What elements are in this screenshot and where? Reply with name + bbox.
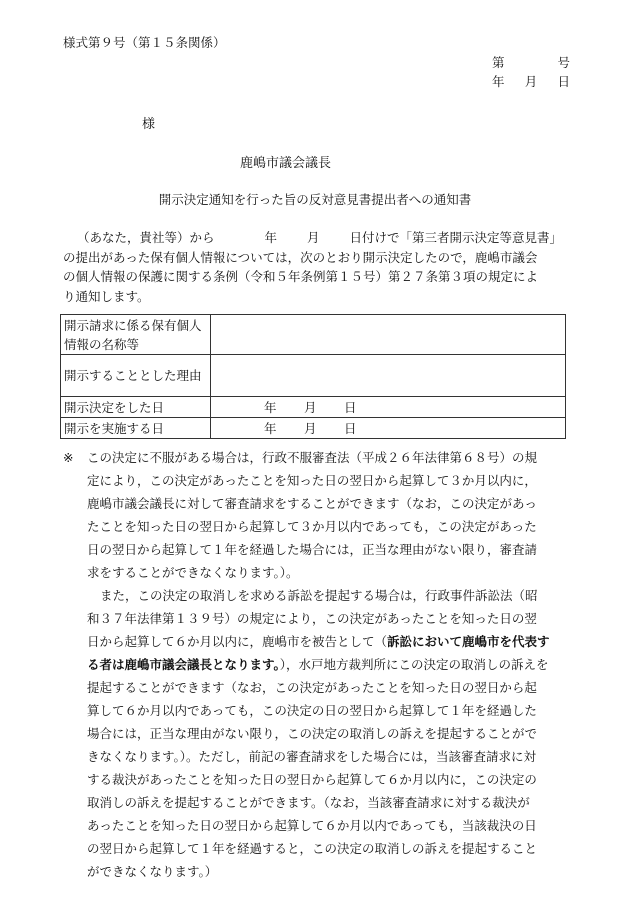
table-label: 開示請求に係る保有個人 情報の名称等 — [61, 315, 211, 355]
recipient-line: 様 — [142, 117, 156, 132]
note-line: たことを知った日の翌日から起算して３か月以内であっても，この決定があった — [87, 519, 537, 534]
table-value — [211, 315, 566, 355]
note-line: 算して６か月以内であっても，この決定の日の翌日から起算して１年を経過した — [87, 703, 537, 718]
intro-text: （あなた，貴社等）から — [77, 230, 215, 245]
date-year: 年 — [492, 74, 505, 89]
document-title: 開示決定通知を行った旨の反対意見書提出者への通知書 — [158, 192, 472, 207]
info-table — [60, 314, 566, 439]
day-label: 日 — [344, 400, 357, 415]
note-line: 提起することができます（なお，この決定があったことを知った日の翌日から起 — [87, 680, 537, 695]
doc-number-prefix: 第 — [492, 55, 505, 70]
note-line: する裁決があったことを知った日の翌日から起算して６か月以内に，この決定の — [87, 772, 537, 787]
note-line: また，この決定の取消しを求める訴訟を提起する場合は，行政事件訴訟法（昭 — [100, 588, 538, 603]
intro-paragraph — [63, 228, 571, 306]
intro-month: 月 — [307, 230, 320, 245]
document-number — [492, 53, 570, 71]
month-label: 月 — [304, 421, 317, 436]
table-row — [61, 418, 566, 439]
intro-year: 年 — [264, 230, 278, 245]
note-line: の翌日から起算して１年を経過すると，この決定の取消しの訴えを提起すること — [87, 841, 538, 856]
table-label: 開示することとした理由 — [61, 355, 211, 397]
note-line: あったことを知った日の翌日から起算して６か月以内であっても，当該裁決の日 — [87, 818, 537, 833]
intro-line: の提出があった保有個人情報については，次のとおり開示決定したので，鹿嶋市議会 — [63, 249, 538, 265]
date-month: 月 — [524, 74, 538, 89]
intro-line: の個人情報の保護に関する条例（令和５年条例第１５号）第２７条第３項の規定によ — [63, 269, 539, 284]
intro-line: り通知します。 — [63, 288, 150, 304]
note-line: この決定に不服がある場合は，行政不服審査法（平成２６年法律第６８号）の規 — [87, 450, 538, 465]
table-value — [211, 418, 566, 439]
note-line: 定により，この決定があったことを知った日の翌日から起算して３か月以内に， — [87, 473, 537, 488]
note-line: きなくなります。）。ただし，前記の審査請求をした場合には，当該審査請求に対 — [87, 749, 537, 764]
sender-name: 鹿嶋市議会議長 — [240, 156, 332, 171]
table-row — [61, 315, 566, 355]
note-line: 日の翌日から起算して１年を経過した場合には，正当な理由がない限り，審査請 — [87, 542, 538, 557]
table-label: 開示を実施する日 — [61, 418, 211, 439]
day-label: 日 — [344, 421, 357, 436]
notes-section — [63, 446, 573, 883]
note-bold: 訴訟において鹿嶋市を代表す — [387, 634, 550, 649]
intro-text: 日付けで「第三者開示決定等意見書」 — [349, 230, 563, 245]
note-line: 鹿嶋市議会議長に対して審査請求をすることができます（なお，この決定があっ — [87, 496, 537, 511]
table-value — [211, 355, 566, 397]
year-label: 年 — [264, 421, 277, 436]
note-line: ができなくなります。） — [87, 864, 218, 879]
table-value — [211, 397, 566, 418]
form-number: 様式第９号（第１５条関係） — [63, 35, 226, 50]
date-day: 日 — [557, 74, 570, 89]
note-line: 日から起算して６か月以内に，鹿嶋市を被告として（ — [87, 634, 388, 649]
note-bold: る者は鹿嶋市議会議長となります。 — [87, 657, 280, 672]
table-row — [61, 397, 566, 418]
note-line: 場合には，正当な理由がない限り，この決定の取消しの訴えを提起することがで — [87, 726, 538, 741]
table-row — [61, 355, 566, 397]
table-label: 開示決定をした日 — [61, 397, 211, 418]
note-line: 取消しの訴えを提起することができます。（なお，当該審査請求に対する裁決が — [87, 795, 530, 810]
note-line: ），水戸地方裁判所にこの決定の取消しの訴えを — [279, 657, 549, 672]
note-mark: ※ — [63, 450, 74, 465]
month-label: 月 — [304, 400, 317, 415]
note-line: 求をすることができなくなります。）。 — [87, 565, 299, 580]
year-label: 年 — [264, 400, 277, 415]
document-date — [492, 72, 570, 90]
doc-number-suffix: 号 — [557, 55, 570, 70]
note-line: 和３７年法律第１３９号）の規定により，この決定があったことを知った日の翌 — [87, 611, 537, 626]
